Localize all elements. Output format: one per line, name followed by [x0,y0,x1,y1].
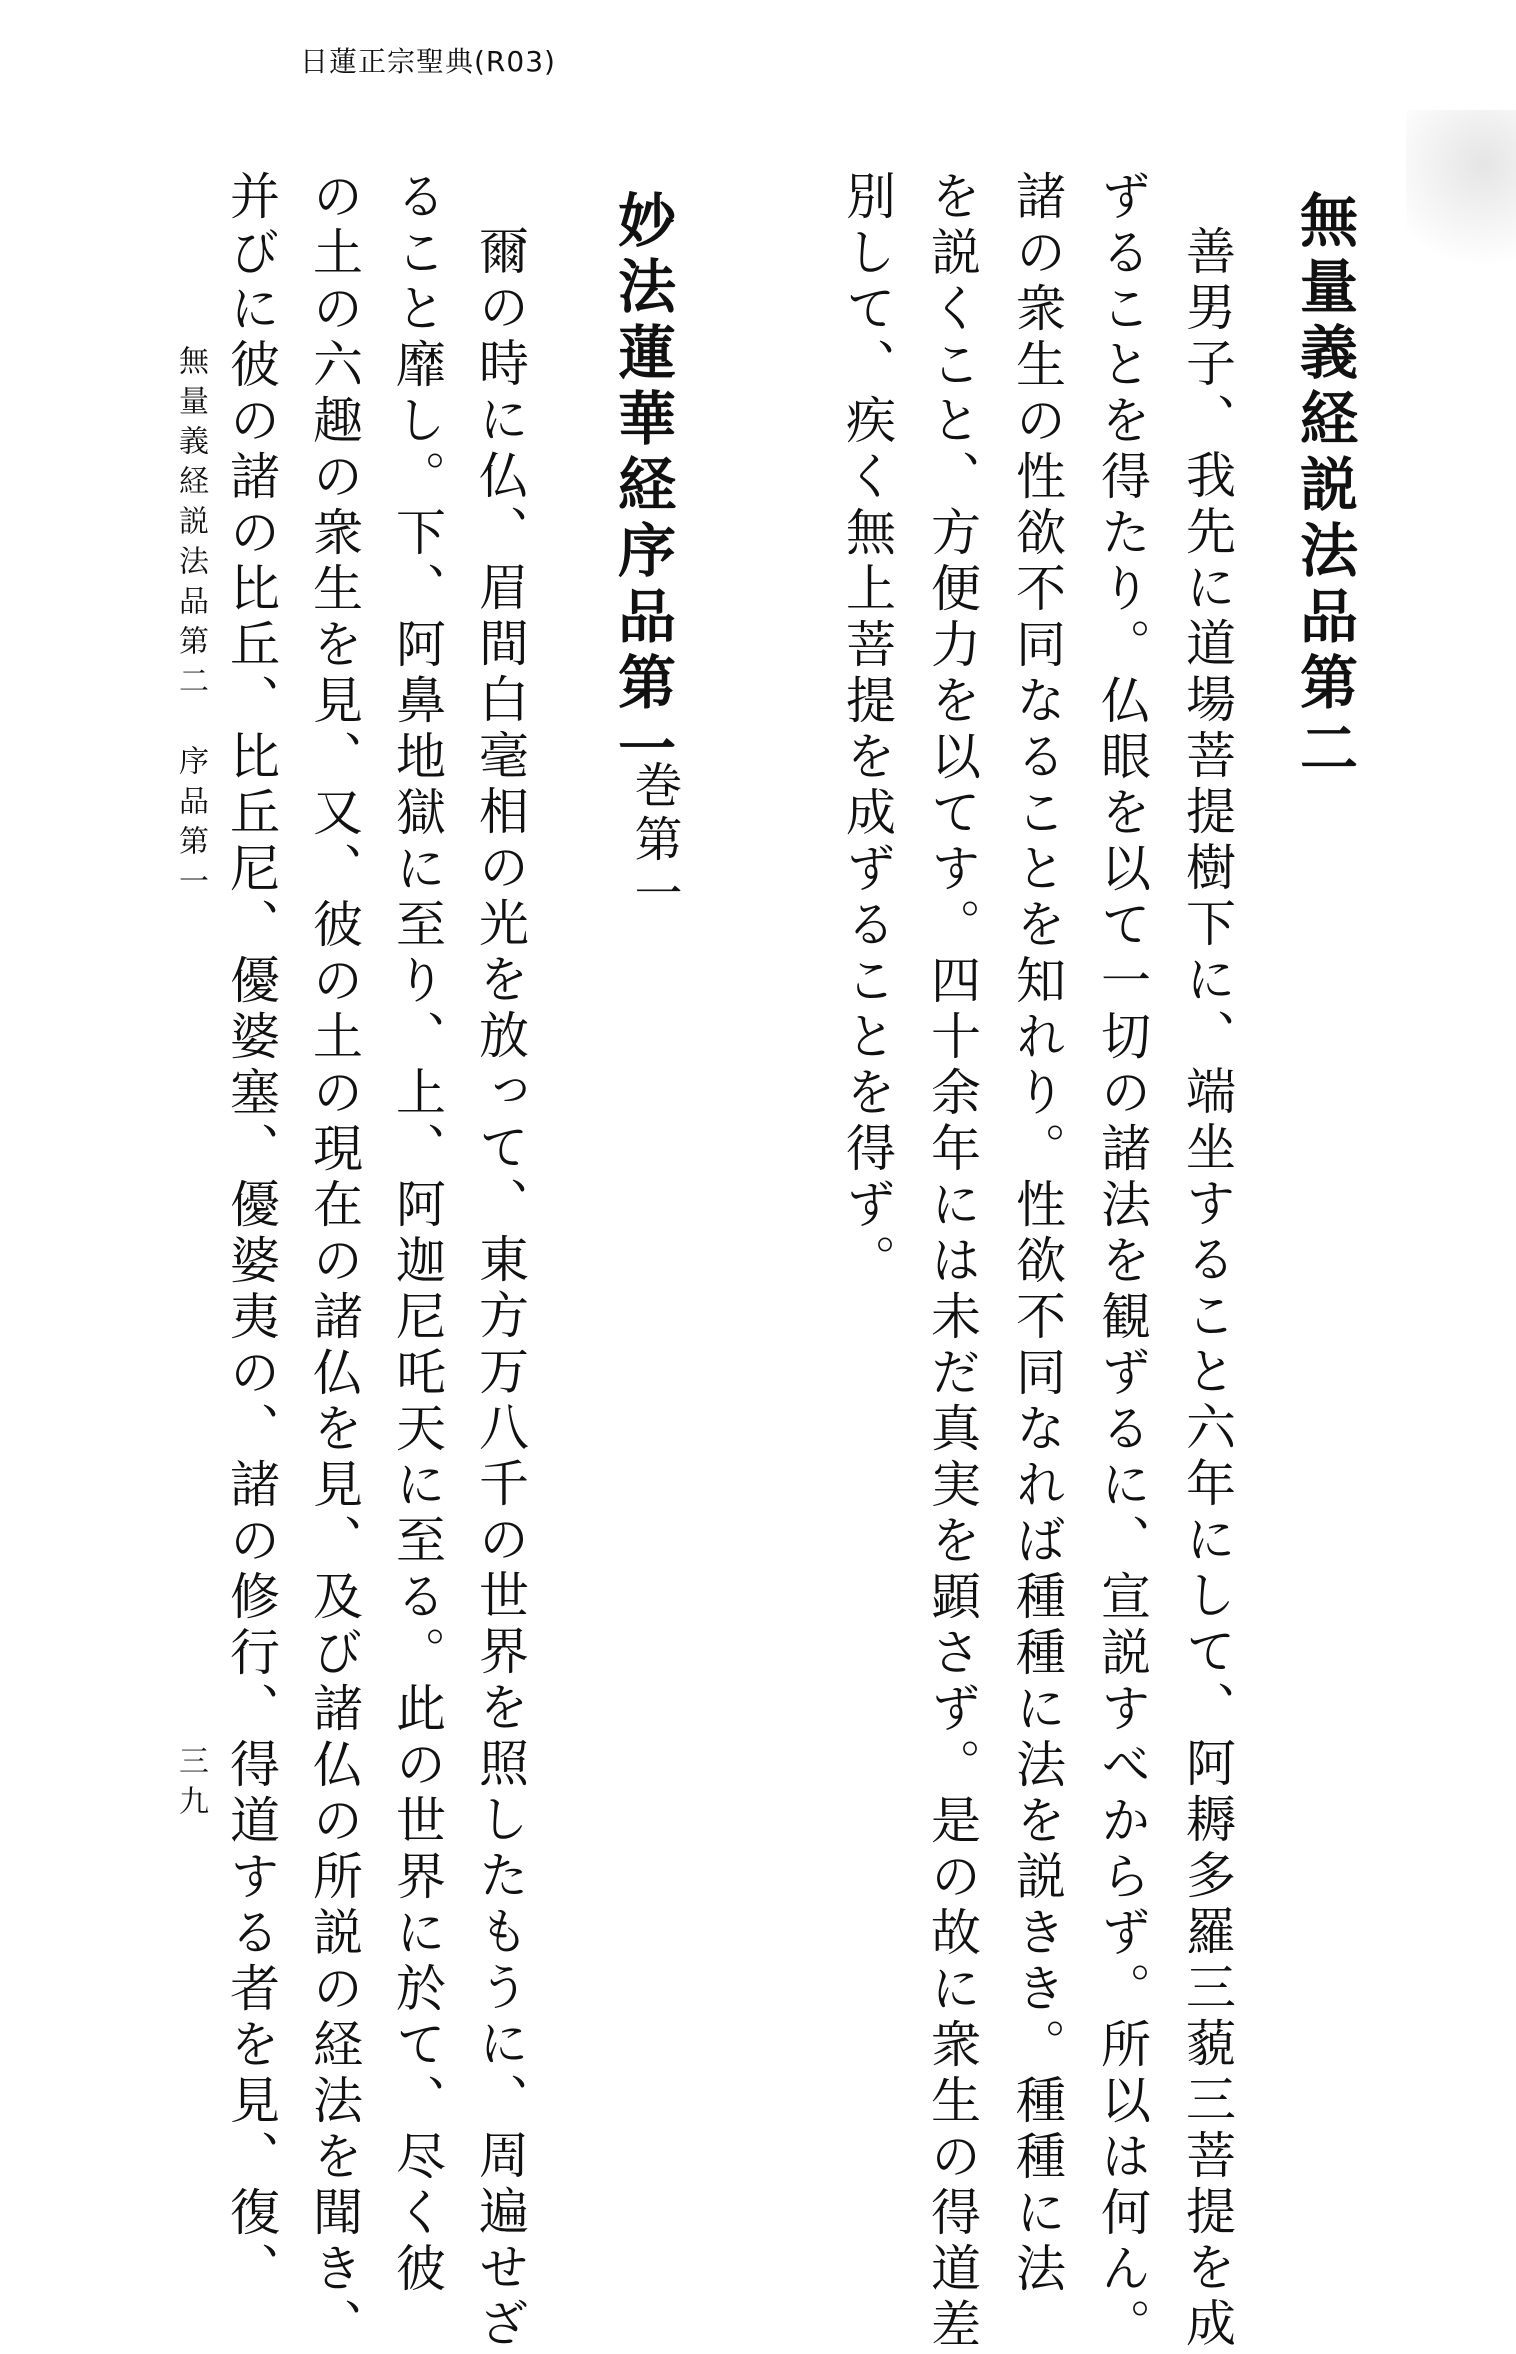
section-one-line: 別して、疾く無上菩提を成ずることを得ず。 [838,170,896,1290]
section-one-line: を説くこと、方便力を以てす。四十余年には未だ真実を顕さず。是の故に衆生の得道差 [923,170,981,2354]
section-two-line: ること靡し。下、阿鼻地獄に至り、上、阿迦尼吒天に至る。此の世界に於て、尽く彼 [388,170,446,2298]
page-number: 三九 [173,1745,208,1825]
section-two-title: 妙法蓮華経序品第一 [608,190,676,784]
section-one-line: ずることを得たり。仏眼を以て一切の諸法を観ずるに、宣説すべからず。所以は何ん。 [1093,170,1151,2354]
running-title: 無量義経説法品第二 序品第一 [173,345,208,905]
section-two-line: 并びに彼の諸の比丘、比丘尼、優婆塞、優婆夷の、諸の修行、得道する者を見、復、 [222,170,280,2298]
section-two-volume: 巻第一 [626,760,682,922]
section-two-line: の土の六趣の衆生を見、又、彼の土の現在の諸仏を見、及び諸仏の所説の経法を聞き、 [305,170,363,2354]
section-two-line: 爾の時に仏、眉間白毫相の光を放って、東方万八千の世界を照したもうに、周遍せざ [471,225,529,2353]
scan-shade [1406,110,1516,290]
section-one-title: 無量義経説法品第二 [1290,190,1358,784]
section-one-line: 諸の衆生の性欲不同なることを知れり。性欲不同なれば種種に法を説きき。種種に法 [1008,170,1066,2298]
section-one-line: 善男子、我先に道場菩提樹下に、端坐すること六年にして、阿耨多羅三藐三菩提を成 [1178,225,1236,2353]
document-header: 日蓮正宗聖典(R03) [300,45,556,78]
